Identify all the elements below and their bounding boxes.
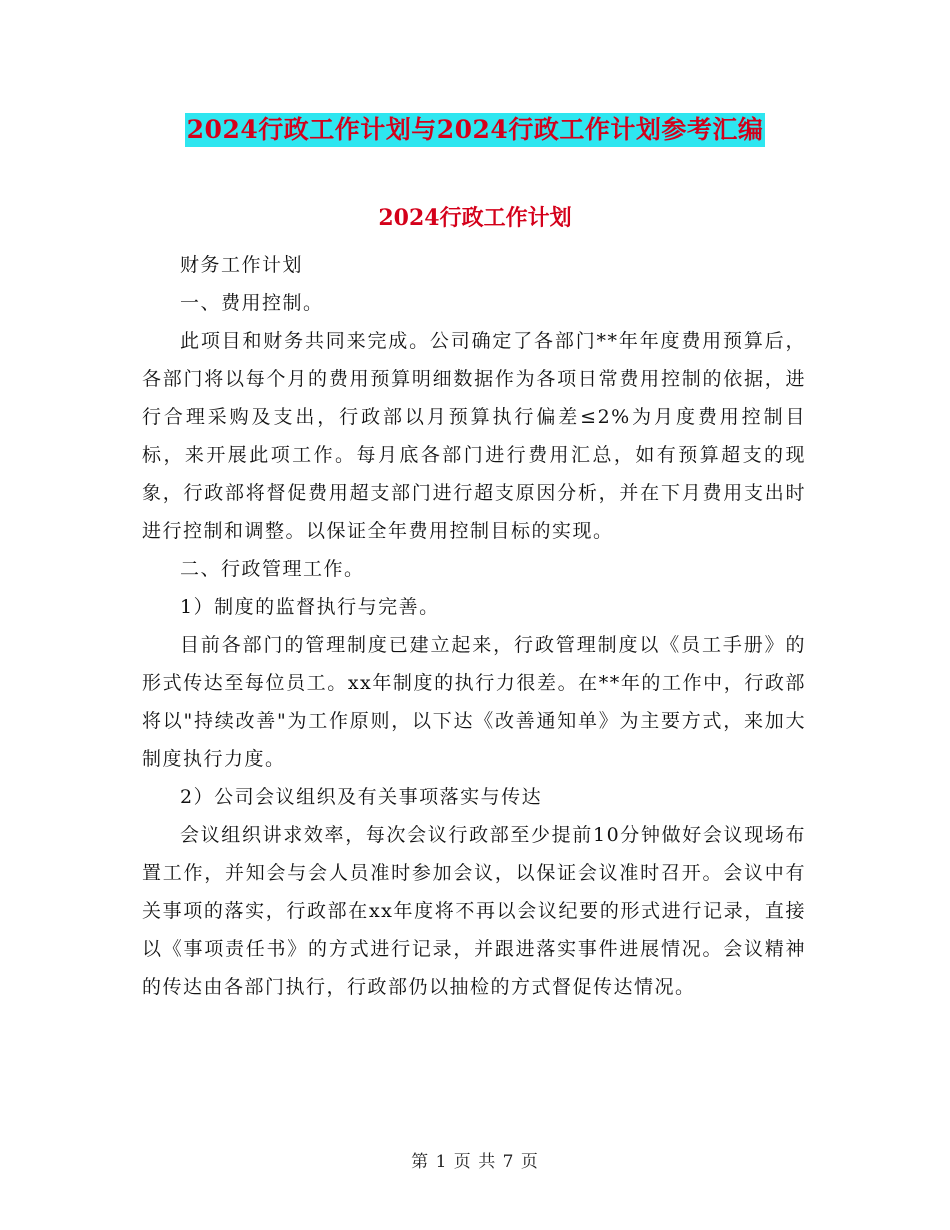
- page-number-footer: 第 1 页 共 7 页: [411, 1152, 539, 1172]
- paragraph-heading-meeting-organization: 2）公司会议组织及有关事项落实与传达: [180, 786, 543, 808]
- paragraph-heading-cost-control: 一、费用控制。: [180, 292, 324, 314]
- paragraph-meeting-organization-body: 会议组织讲求效率，每次会议行政部至少提前10分钟做好会议现场布置工作，并知会与会人员准时参加会议，以保证会议准时召开。会议中有关事项的落实，行政部在xx年度将不再以会议纪要的形式进行记录，直接以《事项责任书》的方式进行记录，并跟进落实事件进展情况。会议精神的传达由各部门执行，行政部仍以抽检的方式督促传达情况。: [142, 824, 806, 998]
- section-title: 2024行政工作计划: [378, 205, 572, 231]
- paragraph-heading-finance-plan: 财务工作计划: [180, 254, 304, 276]
- paragraph-heading-policy-enforcement: 1）制度的监督执行与完善。: [180, 596, 440, 618]
- paragraph-cost-control-body: 此项目和财务共同来完成。公司确定了各部门**年年度费用预算后，各部门将以每个月的费用预算明细数据作为各项日常费用控制的依据，进行合理采购及支出，行政部以月预算执行偏差≤2%为月度费用控制目标，来开展此项工作。每月底各部门进行费用汇总，如有预算超支的现象，行政部将督促费用超支部门进行超支原因分析，并在下月费用支出时进行控制和调整。以保证全年费用控制目标的实现。: [142, 330, 806, 542]
- document-title-container: [0, 113, 950, 147]
- paragraph-policy-enforcement-body: 目前各部门的管理制度已建立起来，行政管理制度以《员工手册》的形式传达至每位员工。xx年制度的执行力很差。在**年的工作中，行政部将以"持续改善"为工作原则，以下达《改善通知单》为主要方式，来加大制度执行力度。: [142, 634, 806, 770]
- paragraph-heading-admin-management: 二、行政管理工作。: [180, 558, 365, 580]
- document-body: [142, 246, 806, 1006]
- document-main-title: 2024行政工作计划与2024行政工作计划参考汇编: [185, 113, 766, 147]
